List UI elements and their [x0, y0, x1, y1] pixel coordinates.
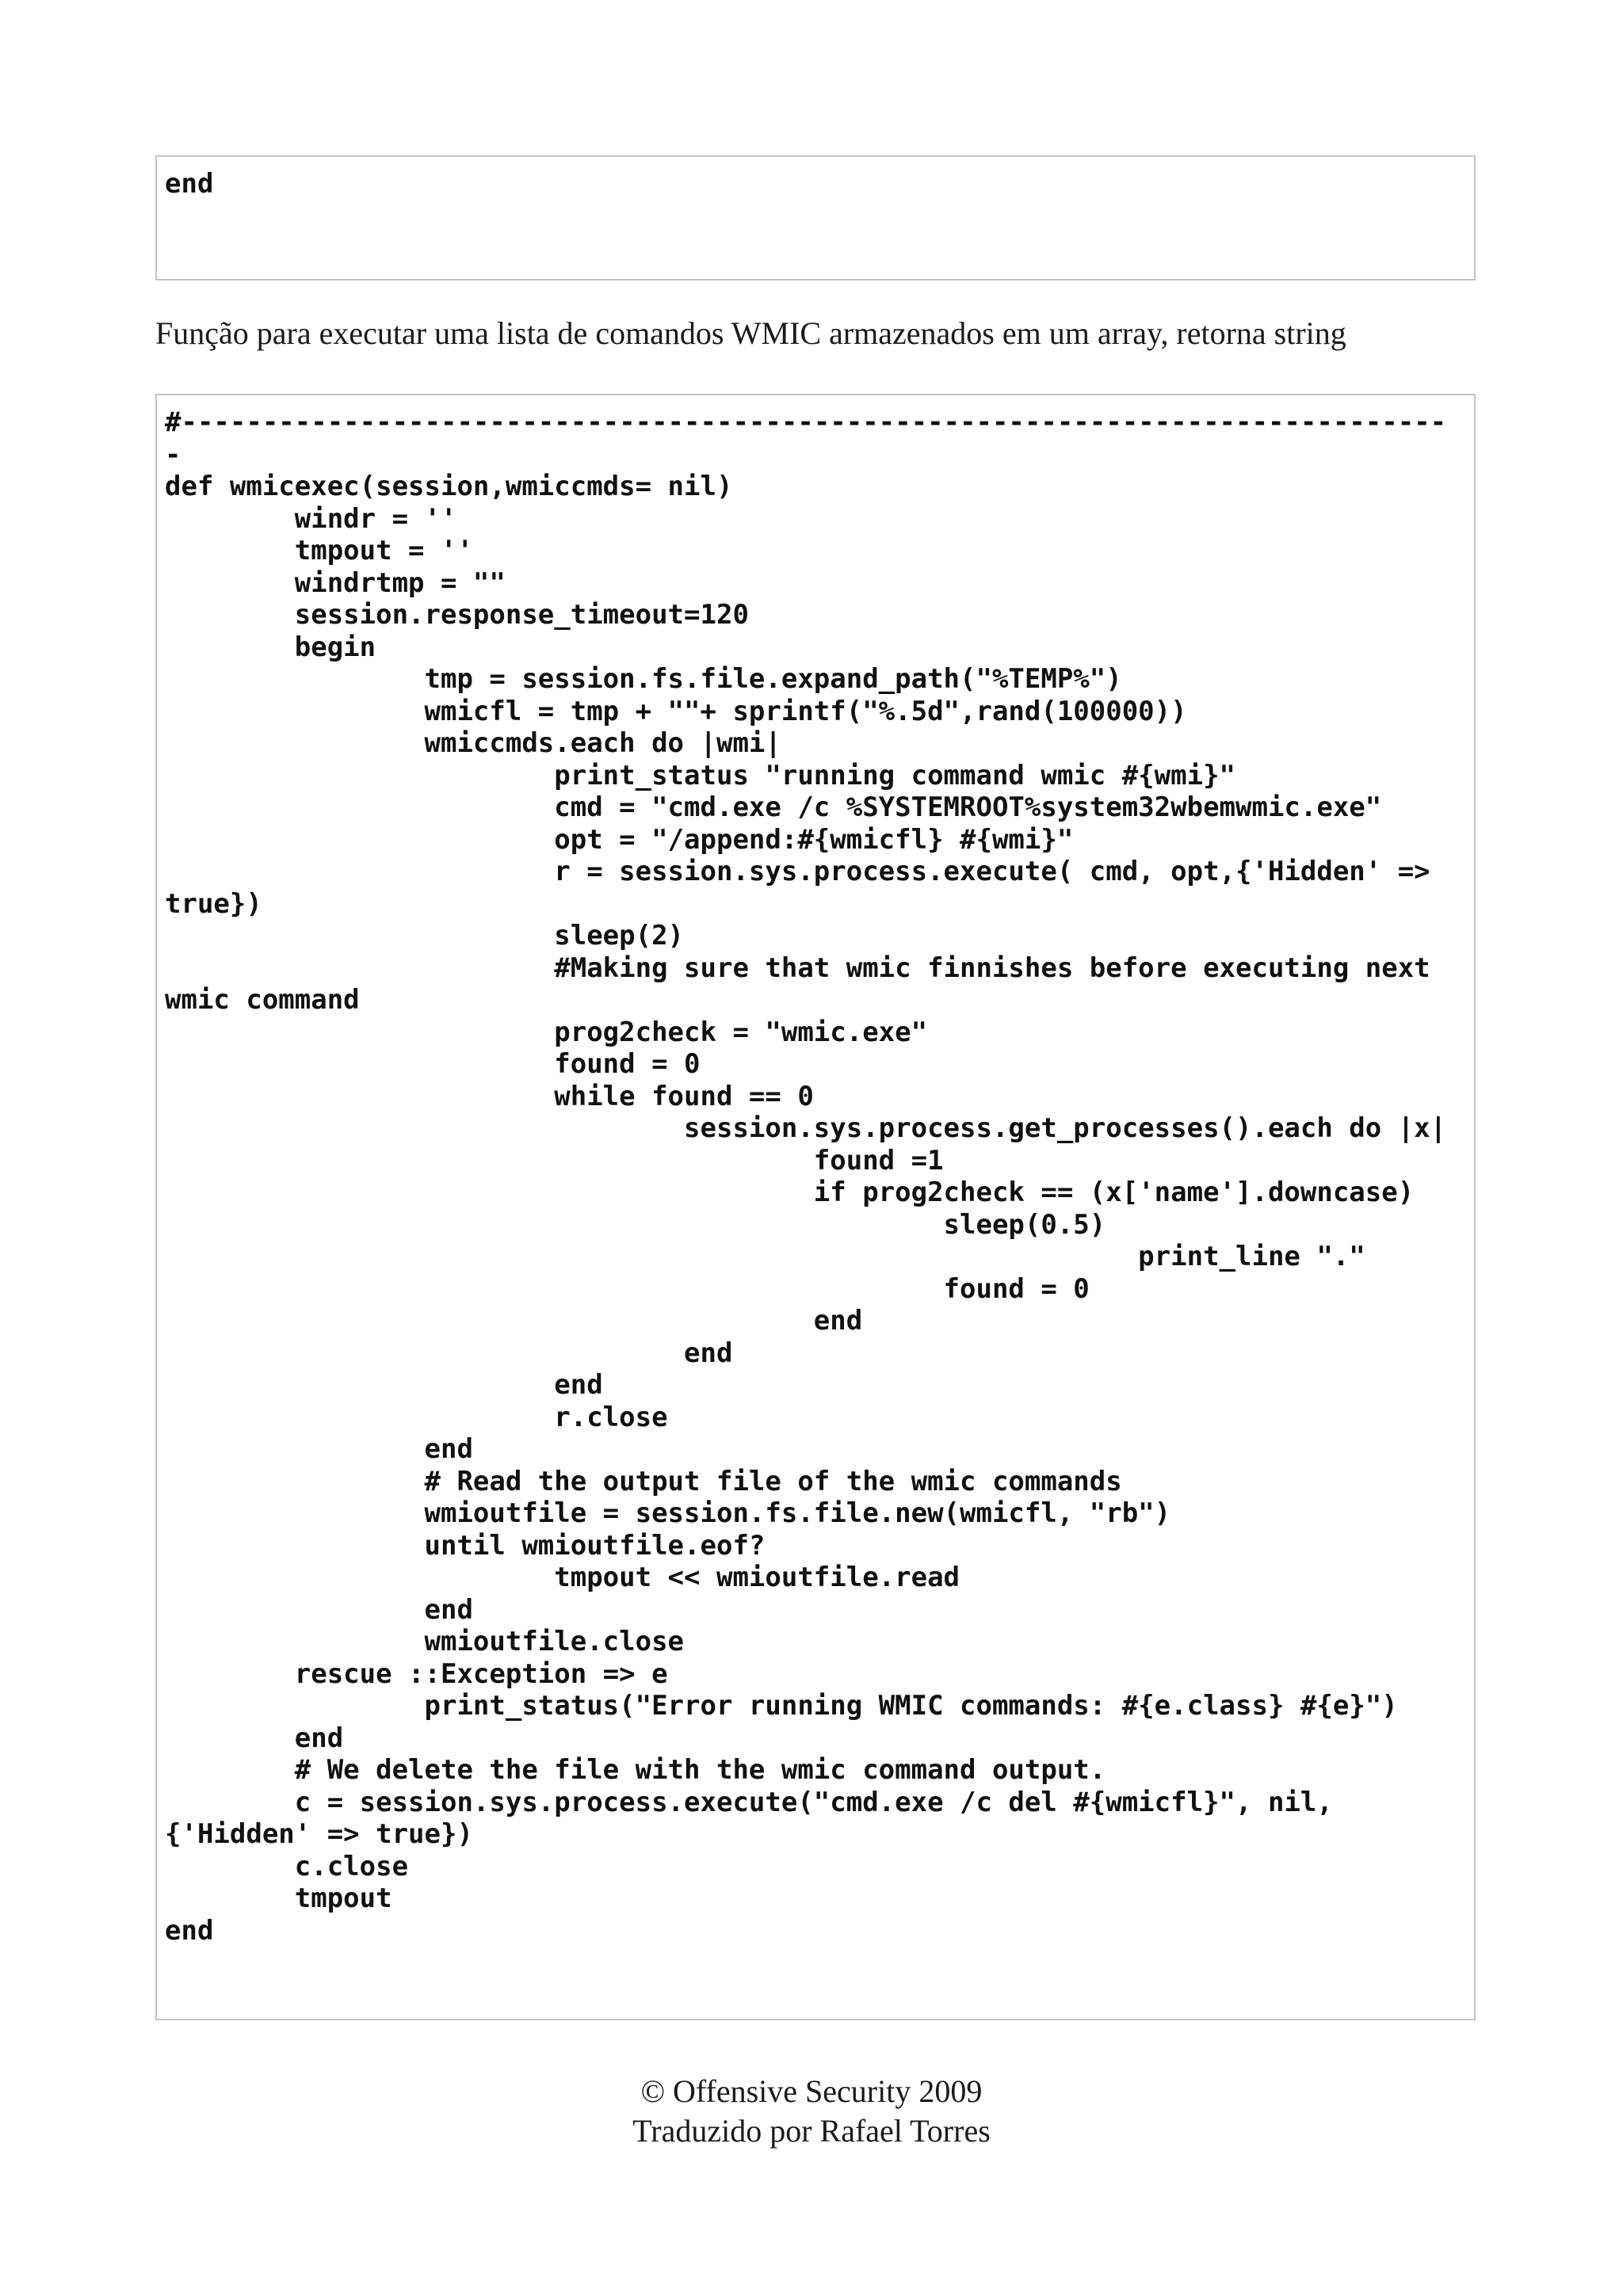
page-footer [0, 2072, 1623, 2151]
code-line: end [165, 1369, 603, 1401]
code-line: true}) [165, 887, 262, 920]
code-line: found = 0 [165, 1272, 1090, 1305]
code-line: wmioutfile = session.fs.file.new(wmicfl, "rb") [165, 1497, 1171, 1529]
code-line: end [165, 1914, 214, 1947]
code-line: end [165, 1433, 473, 1465]
code-block-end [155, 155, 1476, 280]
code-line: session.response_timeout=120 [165, 599, 749, 631]
code-line: def wmicexec(session,wmiccmds= nil) [165, 471, 733, 502]
code-line: c.close [165, 1850, 409, 1882]
code-line: wmiccmds.each do |wmi| [165, 727, 781, 759]
code-line: # We delete the file with the wmic command output. [165, 1754, 1106, 1786]
code-line: end [165, 1337, 733, 1369]
code-text: end [165, 168, 214, 200]
code-line: print_status("Error running WMIC commands: #{e.class} #{e}") [165, 1690, 1398, 1722]
code-line: c = session.sys.process.execute("cmd.exe /c del #{wmicfl}", nil, [165, 1786, 1333, 1818]
code-line: until wmioutfile.eof? [165, 1529, 766, 1562]
code-line: wmic command [165, 984, 360, 1016]
code-line: sleep(0.5) [165, 1208, 1106, 1241]
code-line: windr = '' [165, 502, 457, 535]
code-line: r = session.sys.process.execute( cmd, opt,{'Hidden' => [165, 856, 1430, 887]
code-line: found =1 [165, 1144, 944, 1177]
code-line: # Read the output file of the wmic commands [165, 1465, 1122, 1497]
code-line: #Making sure that wmic finnishes before executing next [165, 952, 1430, 984]
code-line: while found == 0 [165, 1080, 814, 1112]
code-line: #------------------------------------------------------------------------------ [165, 406, 1447, 438]
code-line: wmioutfile.close [165, 1626, 685, 1657]
code-line: tmpout [165, 1882, 392, 1914]
code-line: r.close [165, 1401, 668, 1433]
code-line: tmpout << wmioutfile.read [165, 1562, 960, 1593]
code-line: tmpout = '' [165, 535, 473, 566]
copyright-notice: © Offensive Security 2009 [640, 2073, 983, 2109]
code-listing [165, 406, 1446, 1947]
code-line: opt = "/append:#{wmicfl} #{wmi}" [165, 823, 1074, 856]
code-line: sleep(2) [165, 920, 685, 952]
translator-credit: Traduzido por Rafael Torres [632, 2113, 991, 2149]
code-line: {'Hidden' => true}) [165, 1818, 473, 1850]
code-line: wmicfl = tmp + ""+ sprintf("%.5d",rand(100000)) [165, 695, 1187, 727]
code-line: tmp = session.fs.file.expand_path("%TEMP%") [165, 663, 1122, 695]
code-line: session.sys.process.get_processes().each do |x| [165, 1112, 1447, 1144]
code-line: print_status "running command wmic #{wmi}" [165, 759, 1236, 791]
function-description: Função para executar uma lista de comandos WMIC armazenados em um array, retorna string [155, 315, 1346, 351]
code-line: windrtmp = "" [165, 566, 506, 599]
code-line: found = 0 [165, 1048, 701, 1080]
code-line: if prog2check == (x['name'].downcase) [165, 1177, 1415, 1208]
code-line: - [165, 438, 181, 471]
code-line: end [165, 1305, 863, 1337]
code-line: end [165, 1593, 473, 1626]
code-line: print_line "." [165, 1241, 1365, 1272]
code-line: cmd = "cmd.exe /c %SYSTEMROOT%system32wbemwmic.exe" [165, 791, 1382, 823]
code-line: prog2check = "wmic.exe" [165, 1016, 928, 1048]
code-line: end [165, 1722, 344, 1754]
code-line: rescue ::Exception => e [165, 1657, 668, 1690]
code-block-wmicexec [155, 394, 1476, 2020]
code-line: begin [165, 631, 376, 663]
